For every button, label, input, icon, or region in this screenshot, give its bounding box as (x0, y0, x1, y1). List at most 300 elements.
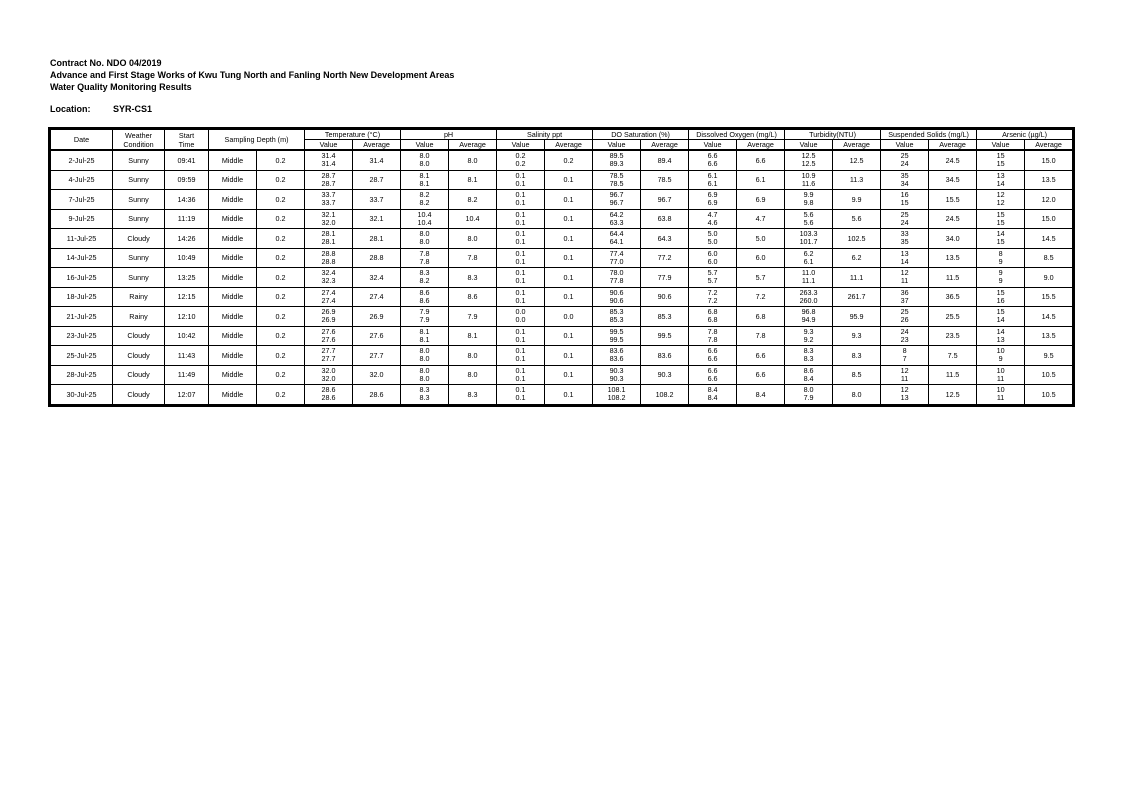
subheader-value: Value (401, 140, 449, 151)
cell-sal-value: 0.1 (515, 237, 526, 247)
cell-as-value: 14 (996, 178, 1005, 188)
cell-date: 23-Jul-25 (51, 326, 113, 346)
cell-as-average: 15.0 (1025, 209, 1073, 229)
cell-temp-values (305, 365, 353, 385)
cell-weather: Sunny (113, 268, 165, 288)
cell-dosat-value: 99.5 (609, 326, 624, 336)
cell-do-value: 6.8 (707, 307, 718, 317)
cell-as-value: 15 (996, 159, 1005, 169)
cell-ph-average: 8.1 (449, 170, 497, 190)
cell-temp-values (305, 248, 353, 268)
cell-ss-value: 16 (900, 190, 909, 200)
cell-ph-value: 7.8 (419, 248, 430, 258)
cell-weather: Rainy (113, 307, 165, 327)
cell-turb-value: 11.1 (801, 276, 816, 286)
cell-start-time: 12:07 (165, 385, 209, 405)
cell-as-value: 10 (996, 385, 1005, 395)
cell-ss-value: 12 (900, 365, 909, 375)
subheader-average: Average (1025, 140, 1073, 151)
cell-as-values (977, 307, 1025, 327)
results-table-frame (48, 127, 1075, 407)
cell-dosat-values (593, 209, 641, 229)
cell-sal-values (497, 229, 545, 249)
cell-as-values (977, 170, 1025, 190)
cell-as-value: 14 (996, 326, 1005, 336)
cell-temp-value: 28.6 (321, 393, 336, 403)
cell-turb-value: 9.8 (803, 198, 814, 208)
cell-dosat-value: 64.1 (609, 237, 624, 247)
cell-depth-level: Middle (209, 287, 257, 307)
cell-ph-values (401, 346, 449, 366)
cell-ss-values (881, 287, 929, 307)
cell-do-average: 6.6 (737, 365, 785, 385)
cell-depth-level: Middle (209, 307, 257, 327)
cell-dosat-value: 64.4 (609, 229, 624, 239)
cell-ss-value: 24 (900, 159, 909, 169)
cell-sal-values (497, 365, 545, 385)
cell-as-values (977, 365, 1025, 385)
cell-weather: Sunny (113, 170, 165, 190)
cell-dosat-values (593, 346, 641, 366)
cell-do-values (689, 365, 737, 385)
cell-weather: Sunny (113, 150, 165, 170)
cell-ss-value: 24 (900, 217, 909, 227)
cell-turb-average: 9.9 (833, 190, 881, 210)
cell-dosat-value: 96.7 (609, 190, 624, 200)
cell-as-values (977, 150, 1025, 170)
cell-sal-value: 0.1 (515, 268, 526, 278)
cell-depth-value: 0.2 (257, 190, 305, 210)
cell-sal-values (497, 268, 545, 288)
cell-turb-values (785, 170, 833, 190)
cell-dosat-values (593, 190, 641, 210)
col-sampling-depth: Sampling Depth (m) (209, 130, 305, 151)
cell-temp-value: 32.0 (321, 365, 336, 375)
cell-as-value: 11 (996, 393, 1005, 403)
cell-as-average: 14.5 (1025, 229, 1073, 249)
subheader-value: Value (977, 140, 1025, 151)
cell-ph-value: 8.0 (419, 151, 430, 161)
cell-ss-values (881, 307, 929, 327)
cell-as-average: 15.0 (1025, 150, 1073, 170)
cell-ss-value: 37 (900, 295, 909, 305)
cell-as-value: 10 (996, 365, 1005, 375)
cell-do-average: 6.0 (737, 248, 785, 268)
cell-sal-value: 0.1 (515, 385, 526, 395)
cell-ss-values (881, 248, 929, 268)
cell-do-value: 6.6 (707, 346, 718, 356)
cell-ss-value: 25 (900, 151, 909, 161)
cell-sal-value: 0.1 (515, 217, 526, 227)
cell-ph-values (401, 385, 449, 405)
cell-as-value: 9 (998, 256, 1003, 266)
cell-temp-value: 27.4 (321, 295, 336, 305)
cell-dosat-value: 90.6 (609, 295, 624, 305)
cell-temp-average: 32.0 (353, 365, 401, 385)
cell-turb-value: 9.2 (803, 334, 814, 344)
contract-number: Contract No. NDO 04/2019 (50, 58, 162, 68)
cell-do-average: 7.8 (737, 326, 785, 346)
cell-ph-value: 8.3 (419, 268, 430, 278)
cell-ph-value: 7.9 (419, 307, 430, 317)
cell-do-average: 6.8 (737, 307, 785, 327)
cell-ss-average: 25.5 (929, 307, 977, 327)
cell-temp-value: 27.7 (321, 354, 336, 364)
cell-ss-value: 36 (900, 287, 909, 297)
cell-turb-values (785, 346, 833, 366)
cell-ph-values (401, 190, 449, 210)
cell-turb-value: 10.9 (801, 170, 816, 180)
table-row (51, 287, 1073, 307)
cell-turb-average: 8.5 (833, 365, 881, 385)
cell-turb-values (785, 307, 833, 327)
cell-dosat-value: 90.6 (609, 287, 624, 297)
cell-dosat-value: 96.7 (609, 198, 624, 208)
cell-sal-average: 0.1 (545, 326, 593, 346)
cell-turb-value: 12.5 (801, 151, 816, 161)
cell-ph-average: 8.3 (449, 268, 497, 288)
cell-ss-value: 12 (900, 385, 909, 395)
cell-temp-average: 27.7 (353, 346, 401, 366)
cell-depth-level: Middle (209, 268, 257, 288)
cell-weather: Sunny (113, 248, 165, 268)
cell-sal-average: 0.1 (545, 268, 593, 288)
cell-dosat-value: 90.3 (609, 373, 624, 383)
cell-sal-value: 0.1 (515, 209, 526, 219)
cell-temp-value: 28.8 (321, 248, 336, 258)
cell-as-value: 10 (996, 346, 1005, 356)
cell-sal-value: 0.1 (515, 287, 526, 297)
report-header (50, 57, 454, 93)
cell-sal-average: 0.0 (545, 307, 593, 327)
cell-ph-values (401, 229, 449, 249)
cell-as-value: 15 (996, 209, 1005, 219)
cell-as-average: 14.5 (1025, 307, 1073, 327)
cell-sal-average: 0.2 (545, 150, 593, 170)
col-ph: pH (401, 130, 497, 140)
cell-date: 18-Jul-25 (51, 287, 113, 307)
cell-dosat-values (593, 326, 641, 346)
cell-do-values (689, 268, 737, 288)
cell-turb-value: 6.1 (803, 256, 814, 266)
cell-depth-level: Middle (209, 326, 257, 346)
cell-do-value: 6.6 (707, 159, 718, 169)
cell-do-values (689, 307, 737, 327)
cell-ph-value: 10.4 (417, 217, 432, 227)
cell-temp-value: 31.4 (321, 151, 336, 161)
cell-sal-values (497, 150, 545, 170)
cell-turb-value: 8.0 (803, 385, 814, 395)
cell-temp-average: 28.7 (353, 170, 401, 190)
cell-ss-value: 24 (900, 326, 909, 336)
cell-ss-value: 13 (900, 393, 909, 403)
cell-turb-average: 12.5 (833, 150, 881, 170)
cell-as-value: 9 (998, 268, 1003, 278)
cell-ss-value: 25 (900, 307, 909, 317)
cell-temp-value: 28.8 (321, 256, 336, 266)
cell-ss-average: 11.5 (929, 268, 977, 288)
cell-turb-average: 9.3 (833, 326, 881, 346)
cell-sal-value: 0.2 (515, 159, 526, 169)
cell-as-average: 13.5 (1025, 326, 1073, 346)
cell-depth-level: Middle (209, 170, 257, 190)
cell-temp-value: 28.7 (321, 178, 336, 188)
cell-start-time: 09:41 (165, 150, 209, 170)
cell-dosat-values (593, 268, 641, 288)
cell-as-values (977, 385, 1025, 405)
cell-sal-value: 0.1 (515, 373, 526, 383)
cell-date: 30-Jul-25 (51, 385, 113, 405)
cell-temp-value: 28.1 (321, 229, 336, 239)
cell-sal-value: 0.1 (515, 178, 526, 188)
subheader-average: Average (449, 140, 497, 151)
cell-do-value: 4.6 (707, 217, 718, 227)
cell-sal-average: 0.1 (545, 385, 593, 405)
cell-temp-value: 28.7 (321, 170, 336, 180)
cell-as-values (977, 346, 1025, 366)
cell-dosat-values (593, 385, 641, 405)
cell-as-values (977, 326, 1025, 346)
cell-ph-value: 10.4 (417, 209, 432, 219)
cell-do-value: 5.0 (707, 229, 718, 239)
cell-weather: Rainy (113, 287, 165, 307)
cell-dosat-average: 108.2 (641, 385, 689, 405)
cell-temp-average: 32.1 (353, 209, 401, 229)
cell-turb-value: 7.9 (803, 393, 814, 403)
cell-ss-values (881, 209, 929, 229)
cell-dosat-value: 89.3 (609, 159, 624, 169)
cell-do-value: 7.8 (707, 334, 718, 344)
location-line (50, 104, 153, 114)
cell-turb-values (785, 287, 833, 307)
cell-do-value: 6.8 (707, 315, 718, 325)
subheader-average: Average (737, 140, 785, 151)
cell-temp-values (305, 385, 353, 405)
cell-as-value: 12 (996, 190, 1005, 200)
cell-turb-value: 11.6 (801, 178, 816, 188)
cell-as-average: 10.5 (1025, 365, 1073, 385)
cell-ss-values (881, 268, 929, 288)
cell-as-value: 11 (996, 373, 1005, 383)
cell-as-values (977, 287, 1025, 307)
cell-ph-average: 10.4 (449, 209, 497, 229)
col-temperature: Temperature (°C) (305, 130, 401, 140)
col-start-time: Start Time (165, 130, 209, 151)
cell-temp-average: 32.4 (353, 268, 401, 288)
cell-turb-average: 261.7 (833, 287, 881, 307)
location-value: SYR-CS1 (113, 104, 153, 114)
cell-ss-value: 33 (900, 229, 909, 239)
cell-ph-average: 8.0 (449, 150, 497, 170)
cell-temp-value: 33.7 (321, 190, 336, 200)
cell-sal-value: 0.1 (515, 326, 526, 336)
cell-turb-value: 5.6 (803, 209, 814, 219)
cell-temp-average: 33.7 (353, 190, 401, 210)
cell-as-value: 9 (998, 276, 1003, 286)
cell-temp-average: 28.1 (353, 229, 401, 249)
report-title: Water Quality Monitoring Results (50, 82, 192, 92)
cell-as-value: 15 (996, 287, 1005, 297)
cell-turb-value: 12.5 (801, 159, 816, 169)
subheader-value: Value (305, 140, 353, 151)
cell-do-average: 8.4 (737, 385, 785, 405)
cell-turb-values (785, 229, 833, 249)
col-arsenic: Arsenic (µg/L) (977, 130, 1073, 140)
table-row (51, 170, 1073, 190)
cell-sal-values (497, 209, 545, 229)
cell-ph-value: 8.1 (419, 178, 430, 188)
cell-temp-values (305, 326, 353, 346)
cell-as-value: 15 (996, 151, 1005, 161)
cell-dosat-value: 90.3 (609, 365, 624, 375)
cell-turb-value: 8.3 (803, 354, 814, 364)
table-row (51, 346, 1073, 366)
col-dissolved-oxygen: Dissolved Oxygen (mg/L) (689, 130, 785, 140)
results-table (50, 129, 1073, 405)
cell-temp-value: 27.4 (321, 287, 336, 297)
cell-do-average: 7.2 (737, 287, 785, 307)
cell-ph-values (401, 170, 449, 190)
cell-do-value: 5.0 (707, 237, 718, 247)
subheader-average: Average (929, 140, 977, 151)
cell-sal-average: 0.1 (545, 229, 593, 249)
table-row (51, 385, 1073, 405)
cell-dosat-average: 85.3 (641, 307, 689, 327)
cell-sal-value: 0.1 (515, 256, 526, 266)
cell-temp-value: 26.9 (321, 307, 336, 317)
cell-dosat-values (593, 150, 641, 170)
cell-do-values (689, 346, 737, 366)
cell-ss-average: 13.5 (929, 248, 977, 268)
cell-temp-value: 27.6 (321, 334, 336, 344)
cell-depth-value: 0.2 (257, 170, 305, 190)
cell-turb-average: 8.0 (833, 385, 881, 405)
cell-start-time: 12:10 (165, 307, 209, 327)
cell-ss-value: 35 (900, 170, 909, 180)
cell-ss-values (881, 190, 929, 210)
cell-weather: Cloudy (113, 385, 165, 405)
cell-ss-value: 34 (900, 178, 909, 188)
cell-temp-values (305, 150, 353, 170)
cell-dosat-value: 83.6 (609, 354, 624, 364)
cell-ph-average: 8.2 (449, 190, 497, 210)
cell-turb-values (785, 365, 833, 385)
cell-weather: Cloudy (113, 326, 165, 346)
cell-sal-value: 0.0 (515, 307, 526, 317)
cell-date: 16-Jul-25 (51, 268, 113, 288)
cell-dosat-value: 83.6 (609, 346, 624, 356)
cell-ph-average: 8.3 (449, 385, 497, 405)
cell-temp-value: 27.6 (321, 326, 336, 336)
cell-as-value: 9 (998, 354, 1003, 364)
cell-dosat-value: 85.3 (609, 307, 624, 317)
cell-sal-values (497, 307, 545, 327)
cell-ph-value: 8.2 (419, 190, 430, 200)
cell-ss-average: 24.5 (929, 209, 977, 229)
cell-dosat-average: 63.8 (641, 209, 689, 229)
cell-ph-values (401, 287, 449, 307)
cell-ph-value: 8.0 (419, 354, 430, 364)
cell-dosat-average: 77.9 (641, 268, 689, 288)
table-row (51, 326, 1073, 346)
cell-sal-values (497, 346, 545, 366)
cell-ph-average: 8.6 (449, 287, 497, 307)
cell-temp-value: 28.6 (321, 385, 336, 395)
cell-temp-values (305, 268, 353, 288)
cell-ph-value: 7.8 (419, 256, 430, 266)
cell-as-value: 12 (996, 198, 1005, 208)
cell-ss-values (881, 346, 929, 366)
table-row (51, 229, 1073, 249)
cell-sal-values (497, 385, 545, 405)
cell-as-average: 13.5 (1025, 170, 1073, 190)
cell-weather: Sunny (113, 209, 165, 229)
cell-dosat-average: 99.5 (641, 326, 689, 346)
cell-temp-value: 33.7 (321, 198, 336, 208)
cell-do-value: 7.2 (707, 295, 718, 305)
cell-temp-values (305, 229, 353, 249)
cell-do-value: 6.1 (707, 170, 718, 180)
cell-as-values (977, 268, 1025, 288)
cell-sal-value: 0.2 (515, 151, 526, 161)
cell-ph-value: 8.1 (419, 326, 430, 336)
cell-ph-values (401, 150, 449, 170)
cell-turb-value: 11.0 (801, 268, 816, 278)
cell-as-value: 16 (996, 295, 1005, 305)
cell-sal-value: 0.1 (515, 295, 526, 305)
subheader-value: Value (689, 140, 737, 151)
cell-do-average: 5.7 (737, 268, 785, 288)
cell-turb-value: 8.4 (803, 373, 814, 383)
cell-start-time: 12:15 (165, 287, 209, 307)
cell-ss-value: 12 (900, 268, 909, 278)
cell-sal-values (497, 170, 545, 190)
cell-depth-value: 0.2 (257, 209, 305, 229)
cell-sal-values (497, 248, 545, 268)
cell-dosat-value: 85.3 (609, 315, 624, 325)
cell-depth-value: 0.2 (257, 248, 305, 268)
cell-date: 9-Jul-25 (51, 209, 113, 229)
table-row (51, 190, 1073, 210)
cell-ss-value: 13 (900, 248, 909, 258)
cell-sal-average: 0.1 (545, 287, 593, 307)
cell-date: 11-Jul-25 (51, 229, 113, 249)
cell-do-values (689, 287, 737, 307)
cell-dosat-value: 77.0 (609, 256, 624, 266)
cell-temp-average: 27.4 (353, 287, 401, 307)
cell-dosat-average: 83.6 (641, 346, 689, 366)
cell-do-value: 6.9 (707, 198, 718, 208)
cell-ss-values (881, 150, 929, 170)
location-label: Location: (50, 104, 91, 114)
cell-do-values (689, 385, 737, 405)
cell-depth-value: 0.2 (257, 307, 305, 327)
cell-as-values (977, 209, 1025, 229)
cell-ss-value: 25 (900, 209, 909, 219)
cell-start-time: 11:49 (165, 365, 209, 385)
cell-turb-value: 101.7 (799, 237, 818, 247)
cell-turb-value: 9.3 (803, 326, 814, 336)
cell-sal-average: 0.1 (545, 209, 593, 229)
cell-turb-value: 9.9 (803, 190, 814, 200)
cell-ss-values (881, 326, 929, 346)
cell-ss-value: 15 (900, 198, 909, 208)
cell-do-average: 6.9 (737, 190, 785, 210)
cell-ph-value: 8.0 (419, 237, 430, 247)
cell-ph-value: 8.0 (419, 365, 430, 375)
cell-sal-value: 0.1 (515, 190, 526, 200)
cell-dosat-average: 90.6 (641, 287, 689, 307)
